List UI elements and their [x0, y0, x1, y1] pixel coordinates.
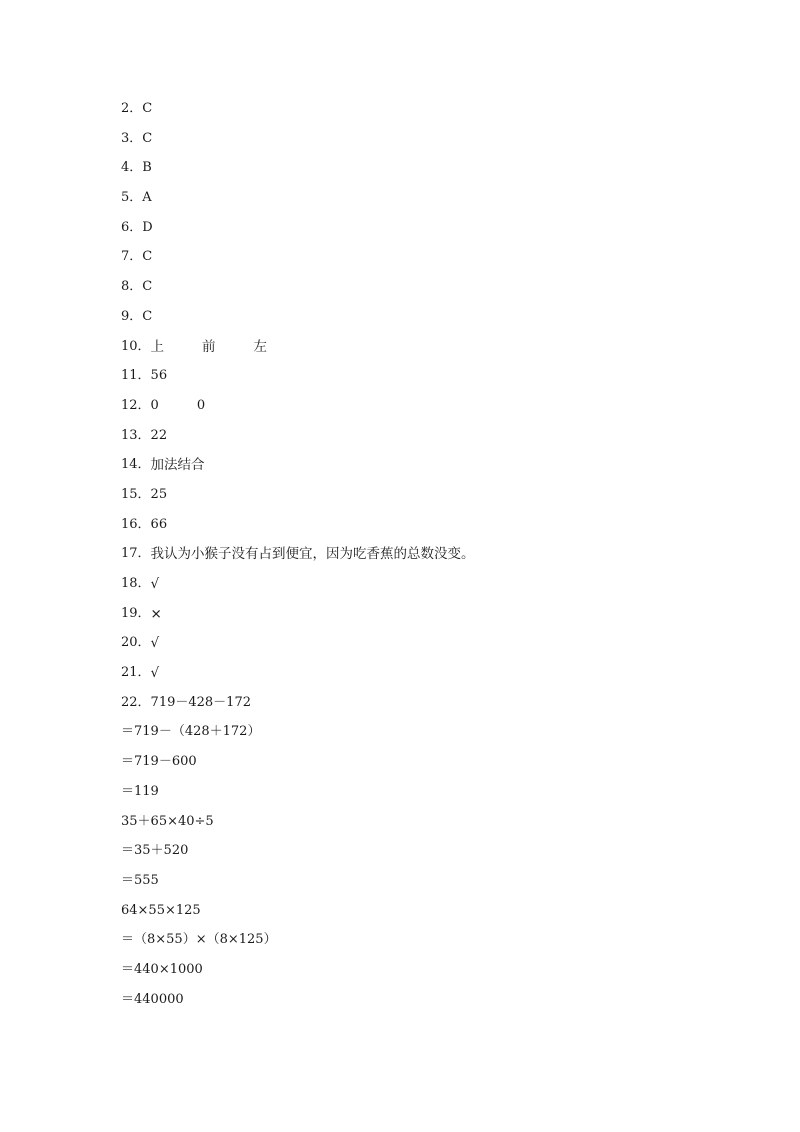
answer-text: 16．66 — [121, 516, 168, 532]
answer-line — [121, 573, 761, 603]
check-mark: √ — [150, 576, 160, 592]
calc-line — [121, 900, 761, 930]
answer-list — [121, 98, 761, 1018]
answer-number: 17． — [121, 546, 151, 562]
answer-text: 6．D — [121, 219, 153, 235]
answer-text: 7．C — [121, 249, 153, 265]
answer-line — [121, 246, 761, 276]
answer-text: 3．C — [121, 130, 153, 146]
calc-text: 64×55×125 — [121, 902, 201, 918]
check-mark: √ — [150, 665, 160, 682]
answer-line — [121, 514, 761, 544]
answer-line — [121, 128, 761, 158]
answer-part: 0 — [196, 397, 206, 413]
answer-line — [121, 187, 761, 217]
calc-text: 35＋65×40÷5 — [121, 813, 214, 829]
answer-number: 14． — [121, 457, 151, 473]
calc-text: ＝719－（428＋172） — [121, 724, 261, 740]
answer-line — [121, 157, 761, 187]
answer-number: 12． — [121, 397, 151, 413]
answer-text: 4．B — [121, 160, 152, 176]
cross-mark: × — [150, 605, 162, 622]
answer-line — [121, 603, 761, 633]
answer-line — [121, 217, 761, 247]
calc-line — [121, 781, 761, 811]
calc-text: ＝35＋520 — [121, 843, 189, 859]
calc-text: ＝119 — [121, 783, 159, 799]
answer-line — [121, 662, 761, 692]
calc-line — [121, 751, 761, 781]
calc-line — [121, 692, 761, 722]
calc-line — [121, 840, 761, 870]
answer-text: 2．C — [121, 101, 153, 116]
answer-text: 5．A — [121, 190, 152, 206]
calc-text: ＝440000 — [121, 991, 184, 1007]
calc-line — [121, 721, 761, 751]
answer-line — [121, 454, 761, 484]
calc-text: 22．719－428－172 — [121, 694, 251, 710]
calc-line — [121, 929, 761, 959]
calc-line — [121, 959, 761, 989]
calc-text: ＝440×1000 — [121, 961, 203, 977]
answer-number: 18． — [121, 576, 151, 591]
answer-part: 0 — [150, 397, 159, 413]
answer-number: 19． — [121, 605, 151, 621]
answer-text: 加法结合 — [150, 457, 205, 474]
calc-line — [121, 811, 761, 841]
answer-line — [121, 395, 761, 425]
calc-text: ＝719－600 — [121, 754, 197, 770]
calc-text: ＝（8×55）×（8×125） — [121, 932, 277, 948]
answer-line — [121, 98, 761, 128]
answer-line — [121, 632, 761, 662]
check-mark: √ — [150, 635, 160, 652]
answer-text: 9．C — [121, 308, 153, 324]
calc-line — [121, 989, 761, 1019]
calc-text: ＝555 — [121, 872, 159, 888]
answer-line — [121, 336, 761, 366]
answer-part: 左 — [253, 338, 268, 355]
answer-line — [121, 543, 761, 573]
answer-text: 我认为小猴子没有占到便宜，因为吃香蕉的总数没变。 — [150, 546, 475, 563]
answer-number: 10． — [121, 338, 151, 354]
answer-line — [121, 484, 761, 514]
answer-part: 前 — [202, 338, 216, 355]
answer-number: 21． — [121, 665, 151, 681]
answer-line — [121, 306, 761, 336]
answer-text: 13．22 — [121, 427, 168, 443]
answer-line — [121, 276, 761, 306]
answer-text: 8．C — [121, 279, 153, 295]
answer-text: 15．25 — [121, 486, 168, 502]
answer-number: 20． — [121, 635, 151, 651]
answer-line — [121, 425, 761, 455]
calc-line — [121, 870, 761, 900]
answer-text: 11．56 — [121, 368, 168, 384]
answer-part: 上 — [150, 338, 165, 355]
answer-line — [121, 365, 761, 395]
